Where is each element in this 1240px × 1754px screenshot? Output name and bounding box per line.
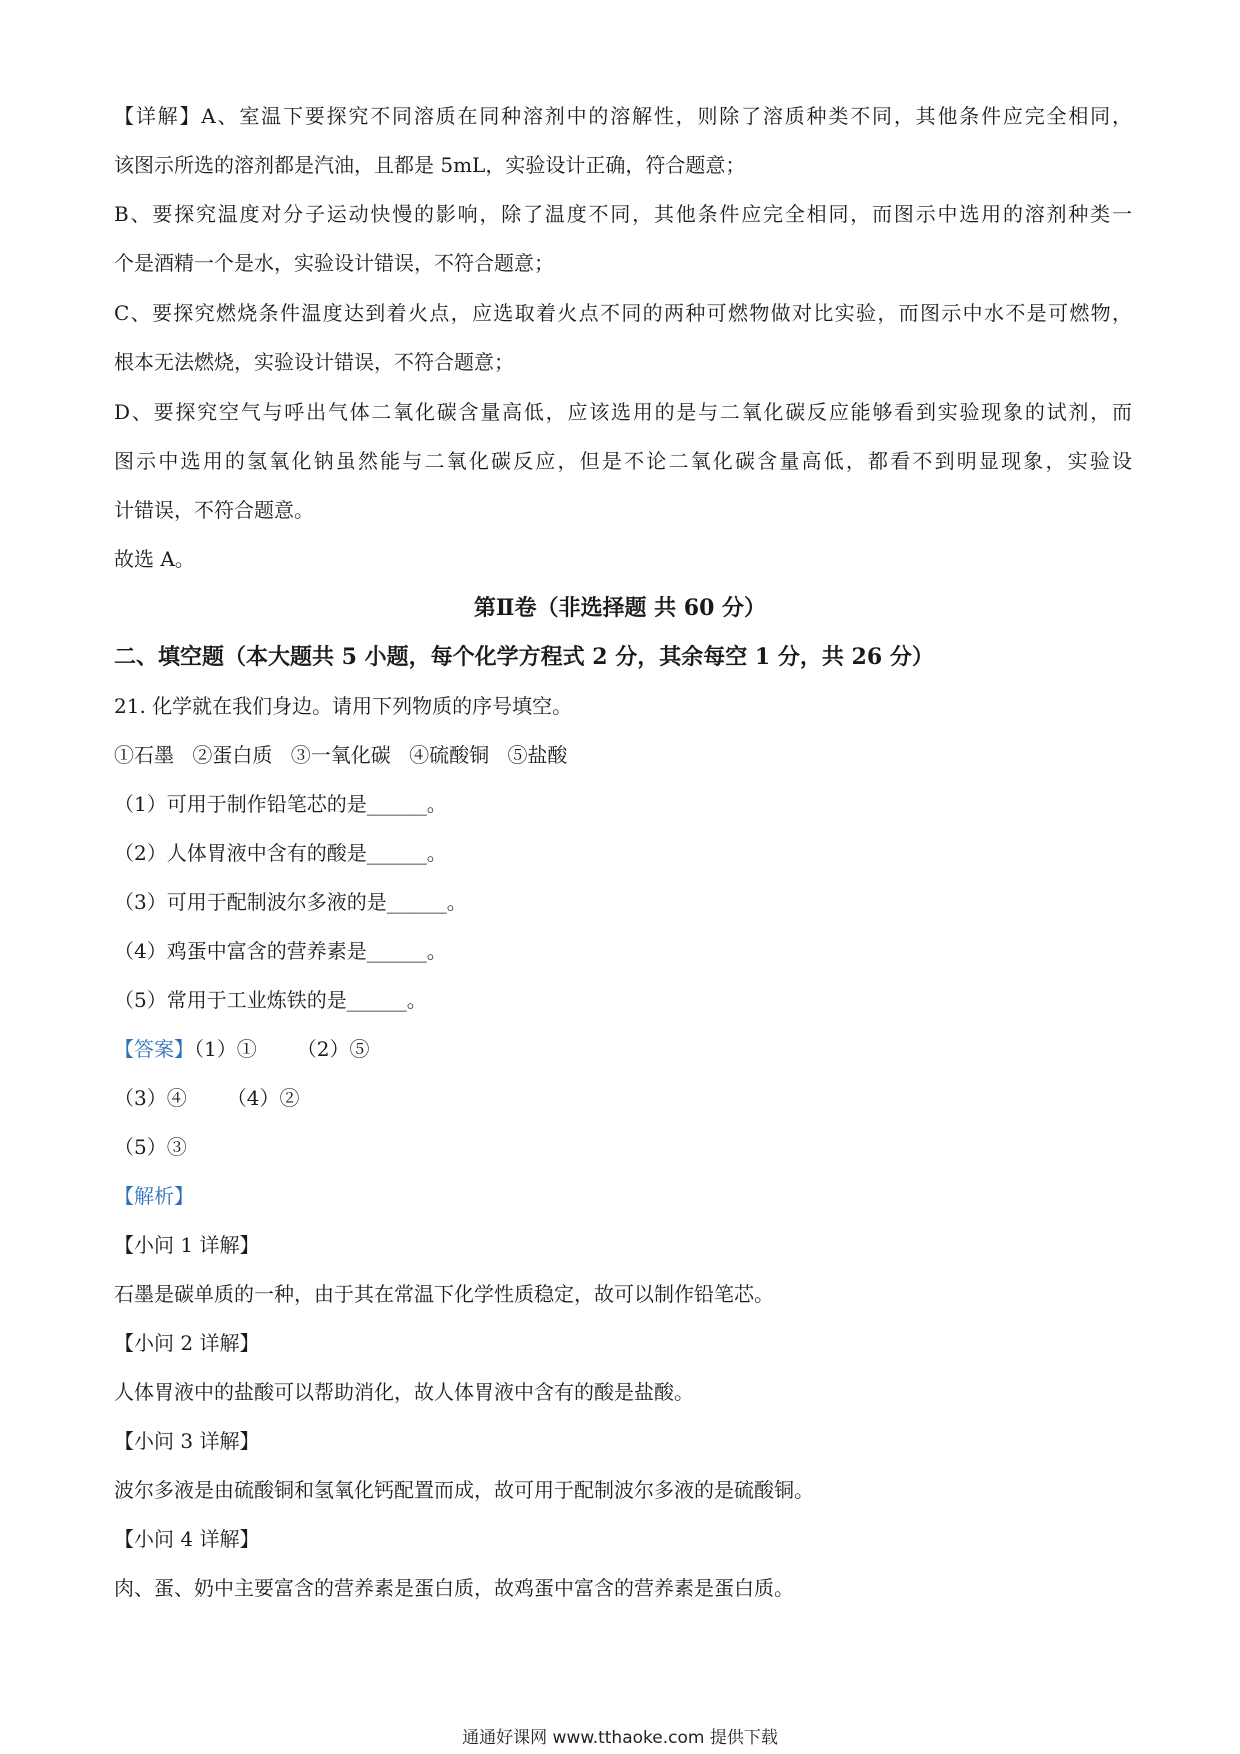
detail-a-line-1: 【详解】A、室温下要探究不同溶质在同种溶剂中的溶解性，则除了溶质种类不同，其他条件应完全相同， [114,104,1132,128]
question-item-5: （5）常用于工业炼铁的是______。 [114,988,427,1012]
sub4-title: 【小问 4 详解】 [114,1527,260,1551]
part-title: 二、填空题（本大题共 5 小题，每个化学方程式 2 分，其余每空 1 分，共 26 分） [114,644,934,670]
sub2-title: 【小问 2 详解】 [114,1331,260,1355]
option-2: ②蛋白质 [192,743,273,767]
sub3-title: 【小问 3 详解】 [114,1429,260,1453]
sub3-text: 波尔多液是由硫酸铜和氢氧化钙配置而成，故可用于配制波尔多液的是硫酸铜。 [114,1478,814,1502]
answer-4: （4）② [226,1086,300,1110]
answer-3: （3）④ [114,1086,187,1110]
detail-d-line-3: 计错误，不符合题意。 [114,498,314,522]
option-1: ①石墨 [114,743,174,767]
question-item-4: （4）鸡蛋中富含的营养素是______。 [114,939,447,963]
conclusion: 故选 A。 [114,547,195,571]
question-options [114,741,567,769]
question-item-2: （2）人体胃液中含有的酸是______。 [114,841,447,865]
answer-5: （5）③ [114,1135,187,1159]
sub1-text: 石墨是碳单质的一种，由于其在常温下化学性质稳定，故可以制作铅笔芯。 [114,1282,774,1306]
detail-a-line-2: 该图示所选的溶剂都是汽油，且都是 5mL，实验设计正确，符合题意； [114,153,746,177]
detail-b-line-2: 个是酒精一个是水，实验设计错误，不符合题意； [114,251,554,275]
detail-b-line-1: B、要探究温度对分子运动快慢的影响，除了温度不同，其他条件应完全相同，而图示中选用的溶剂种类一 [114,202,1132,226]
answer-1: （1）① [194,1037,257,1061]
option-3: ③一氧化碳 [290,743,391,767]
page-footer: 通通好课网 www.tthaoke.com 提供下载 [462,1728,778,1748]
question-stem: 21. 化学就在我们身边。请用下列物质的序号填空。 [114,694,573,718]
sub1-title: 【小问 1 详解】 [114,1233,260,1257]
option-5: ⑤盐酸 [507,743,568,767]
detail-c-line-2: 根本无法燃烧，实验设计错误，不符合题意； [114,350,514,374]
sub4-text: 肉、蛋、奶中主要富含的营养素是蛋白质，故鸡蛋中富含的营养素是蛋白质。 [114,1576,794,1600]
answer-2: （2）⑤ [296,1037,370,1061]
option-4: ④硫酸铜 [409,743,490,767]
answer-label: 【答案】 [114,1037,194,1061]
question-item-3: （3）可用于配制波尔多液的是______。 [114,890,467,914]
detail-d-line-1: D、要探究空气与呼出气体二氧化碳含量高低，应该选用的是与二氧化碳反应能够看到实验现象的试剂，而 [114,400,1132,424]
answer-line-3 [114,1133,187,1161]
section-title: 第Ⅱ卷（非选择题 共 60 分） [473,595,767,621]
answer-line-2 [114,1084,299,1112]
answer-line-1 [114,1035,369,1063]
detail-c-line-1: C、要探究燃烧条件温度达到着火点，应选取着火点不同的两种可燃物做对比实验，而图示中水不是可燃物， [114,301,1132,325]
sub2-text: 人体胃液中的盐酸可以帮助消化，故人体胃液中含有的酸是盐酸。 [114,1380,694,1404]
detail-d-line-2: 图示中选用的氢氧化钠虽然能与二氧化碳反应，但是不论二氧化碳含量高低，都看不到明显现象，实验设 [114,449,1132,473]
analysis-label: 【解析】 [114,1184,194,1208]
question-item-1: （1）可用于制作铅笔芯的是______。 [114,792,447,816]
